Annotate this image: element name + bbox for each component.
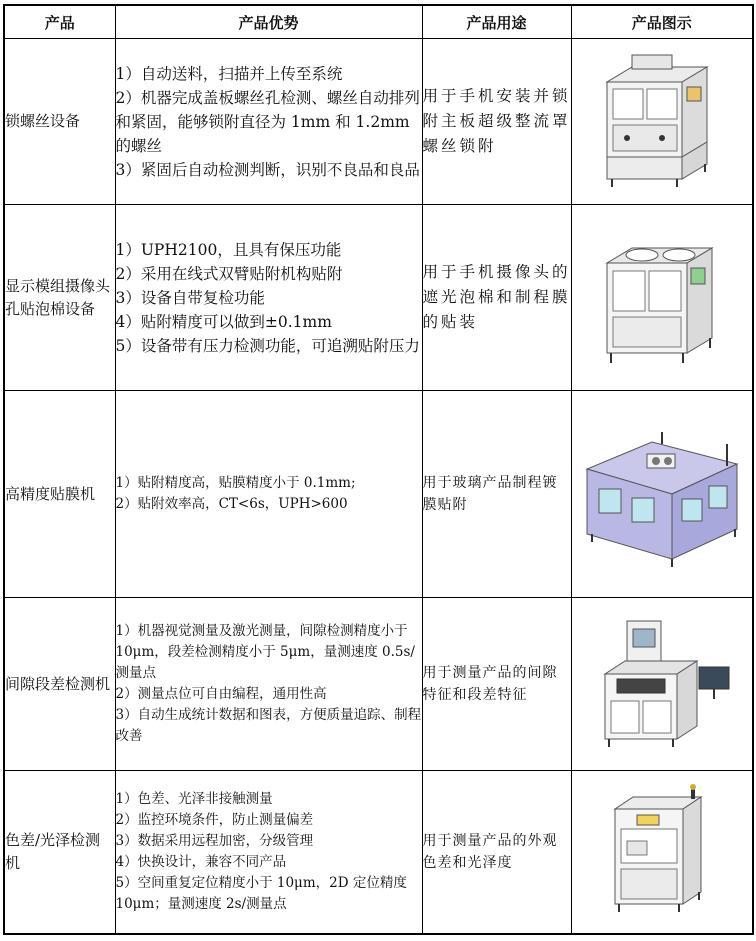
advantage-item: 2）采用在线式双臂贴附机构贴附 [115, 264, 343, 283]
product-image-cell [571, 771, 753, 934]
film-laminating-machine-illustration [577, 414, 747, 574]
product-image-cell [571, 39, 753, 205]
advantage-item: 2）贴附效率高，CT<6s，UPH>600 [115, 496, 348, 512]
product-table [3, 4, 754, 935]
advantage-item: 5）空间重复定位精度小于 10μm，2D 定位精度 10μm；量测速度 2s/测量点 [115, 874, 407, 912]
table-header-row [4, 5, 753, 39]
header-image: 产品图示 [571, 5, 753, 39]
table-row [4, 39, 753, 205]
advantage-item: 1）色差、光泽非接触测量 [115, 790, 273, 807]
product-advantages [115, 771, 422, 934]
advantage-item: 1）贴附精度高，贴膜精度小于 0.1mm; [115, 475, 356, 491]
advantage-item: 1）自动送料，扫描并上传至系统 [115, 64, 343, 83]
product-name: 锁螺丝设备 [4, 39, 115, 205]
product-image-cell [571, 598, 753, 771]
table-row [4, 391, 753, 598]
advantage-item: 4）快换设计，兼容不同产品 [115, 853, 287, 870]
advantage-item: 1）机器视觉测量及激光测量，间隙检测精度小于 10μm，段差检测精度小于 5μm，量测速度 0.5s/测量点 [115, 623, 415, 681]
header-usage: 产品用途 [422, 5, 571, 39]
advantage-item: 3）数据采用远程加密，分级管理 [115, 832, 314, 849]
product-name: 间隙段差检测机 [4, 598, 115, 771]
table-row [4, 205, 753, 391]
advantage-item: 5）设备带有压力检测功能，可追溯贴附压力 [115, 336, 420, 355]
screw-locking-machine-illustration [587, 47, 737, 197]
product-usage: 用于测量产品的外观色差和光泽度 [422, 771, 571, 934]
product-advantages [115, 39, 422, 205]
advantage-item: 3）自动生成统计数据和图表，方便质量追踪、制程改善 [115, 707, 422, 744]
product-name: 显示模组摄像头孔贴泡棉设备 [4, 205, 115, 391]
table-row [4, 598, 753, 771]
advantage-item: 1）UPH2100，且具有保压功能 [115, 240, 342, 259]
advantage-item: 3）紧固后自动检测判断，识别不良品和良品 [115, 160, 420, 179]
product-image-cell [571, 391, 753, 598]
header-product: 产品 [4, 5, 115, 39]
product-name: 色差/光泽检测机 [4, 771, 115, 934]
product-advantages [115, 391, 422, 598]
product-advantages [115, 205, 422, 391]
advantage-item: 3）设备自带复检功能 [115, 288, 265, 307]
product-advantages [115, 598, 422, 771]
product-usage: 用于玻璃产品制程镀膜贴附 [422, 391, 571, 598]
product-usage: 用于测量产品的间隙特征和段差特征 [422, 598, 571, 771]
product-image-cell [571, 205, 753, 391]
advantage-item: 2）监控环境条件，防止测量偏差 [115, 811, 314, 828]
gap-step-inspection-machine-illustration [587, 609, 737, 759]
advantage-item: 2）测量点位可自由编程，通用性高 [115, 686, 327, 702]
product-name: 高精度贴膜机 [4, 391, 115, 598]
product-usage: 用于手机安装并锁附主板超级整流罩螺丝锁附 [422, 39, 571, 205]
advantage-item: 2）机器完成盖板螺丝孔检测、螺丝自动排列和紧固，能够锁附直径为 1mm 和 1.2mm 的螺丝 [115, 88, 420, 155]
product-usage: 用于手机摄像头的遮光泡棉和制程膜的贴装 [422, 205, 571, 391]
table-row [4, 771, 753, 934]
color-gloss-inspection-machine-illustration [587, 777, 737, 927]
header-advantage: 产品优势 [115, 5, 422, 39]
foam-attaching-machine-illustration [587, 213, 737, 383]
advantage-item: 4）贴附精度可以做到±0.1mm [115, 312, 332, 331]
